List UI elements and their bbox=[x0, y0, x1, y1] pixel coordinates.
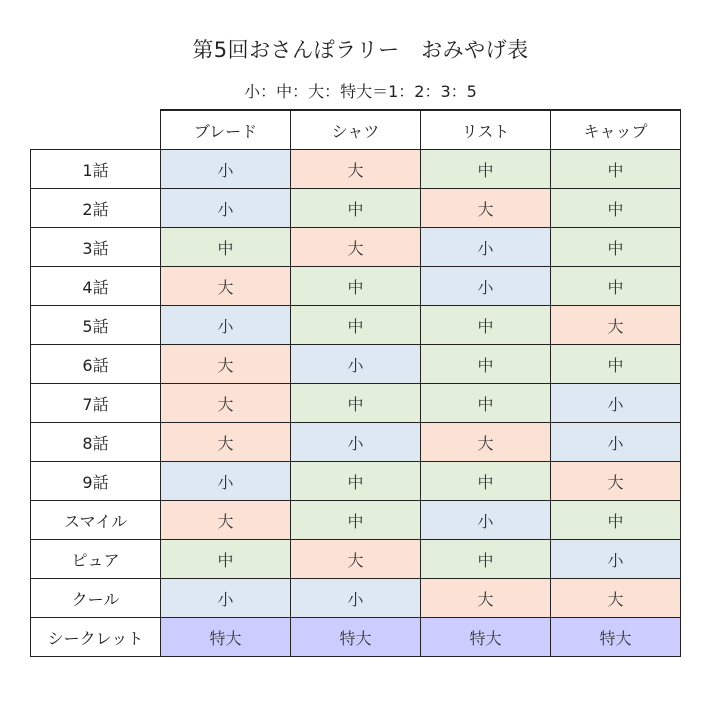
row-label: 6話 bbox=[31, 345, 161, 384]
size-cell: 大 bbox=[291, 150, 421, 189]
table-row bbox=[31, 345, 681, 384]
column-header-blade: ブレード bbox=[161, 110, 291, 150]
size-cell: 小 bbox=[551, 540, 681, 579]
table-row bbox=[31, 228, 681, 267]
size-cell: 中 bbox=[551, 267, 681, 306]
size-cell: 小 bbox=[421, 228, 551, 267]
size-cell: 中 bbox=[421, 345, 551, 384]
row-label: クール bbox=[31, 579, 161, 618]
page-title: 第5回おさんぽラリー おみやげ表 bbox=[192, 38, 529, 62]
row-label: スマイル bbox=[31, 501, 161, 540]
table-row bbox=[31, 579, 681, 618]
size-cell: 中 bbox=[161, 228, 291, 267]
size-cell: 特大 bbox=[421, 618, 551, 657]
size-cell: 小 bbox=[161, 579, 291, 618]
table-header-row bbox=[31, 110, 681, 150]
size-cell: 大 bbox=[161, 501, 291, 540]
table-row bbox=[31, 540, 681, 579]
row-label: 1話 bbox=[31, 150, 161, 189]
size-cell: 大 bbox=[421, 423, 551, 462]
size-cell: 中 bbox=[161, 540, 291, 579]
size-cell: 特大 bbox=[551, 618, 681, 657]
size-cell: 大 bbox=[161, 423, 291, 462]
size-cell: 中 bbox=[291, 462, 421, 501]
row-label: 2話 bbox=[31, 189, 161, 228]
table-corner bbox=[31, 110, 161, 150]
size-cell: 小 bbox=[291, 423, 421, 462]
size-cell: 中 bbox=[291, 267, 421, 306]
column-header-shirt: シャツ bbox=[291, 110, 421, 150]
size-cell: 中 bbox=[551, 228, 681, 267]
column-header-wrist: リスト bbox=[421, 110, 551, 150]
size-cell: 小 bbox=[421, 501, 551, 540]
size-cell: 中 bbox=[421, 384, 551, 423]
size-cell: 小 bbox=[291, 345, 421, 384]
table-row bbox=[31, 384, 681, 423]
row-label: 5話 bbox=[31, 306, 161, 345]
souvenir-table bbox=[30, 109, 681, 657]
row-label: 9話 bbox=[31, 462, 161, 501]
row-label: シークレット bbox=[31, 618, 161, 657]
size-cell: 特大 bbox=[291, 618, 421, 657]
size-cell: 大 bbox=[291, 540, 421, 579]
column-header-cap: キャップ bbox=[551, 110, 681, 150]
table-row bbox=[31, 423, 681, 462]
table-row bbox=[31, 618, 681, 657]
table-row bbox=[31, 267, 681, 306]
table-row bbox=[31, 501, 681, 540]
size-cell: 中 bbox=[551, 150, 681, 189]
size-cell: 大 bbox=[161, 267, 291, 306]
size-cell: 中 bbox=[291, 306, 421, 345]
size-cell: 小 bbox=[161, 150, 291, 189]
size-cell: 中 bbox=[421, 306, 551, 345]
size-cell: 小 bbox=[291, 579, 421, 618]
table-row bbox=[31, 462, 681, 501]
size-cell: 小 bbox=[551, 423, 681, 462]
size-cell: 大 bbox=[551, 579, 681, 618]
size-cell: 小 bbox=[421, 267, 551, 306]
size-cell: 大 bbox=[161, 345, 291, 384]
size-cell: 中 bbox=[421, 540, 551, 579]
size-cell: 中 bbox=[291, 189, 421, 228]
size-cell: 中 bbox=[551, 345, 681, 384]
table-body bbox=[31, 150, 681, 657]
table-row bbox=[31, 306, 681, 345]
size-cell: 中 bbox=[551, 501, 681, 540]
row-label: ピュア bbox=[31, 540, 161, 579]
row-label: 8話 bbox=[31, 423, 161, 462]
size-cell: 中 bbox=[421, 462, 551, 501]
row-label: 7話 bbox=[31, 384, 161, 423]
size-cell: 大 bbox=[291, 228, 421, 267]
size-cell: 中 bbox=[291, 501, 421, 540]
row-label: 3話 bbox=[31, 228, 161, 267]
size-cell: 特大 bbox=[161, 618, 291, 657]
table-row bbox=[31, 150, 681, 189]
size-cell: 大 bbox=[551, 306, 681, 345]
size-ratio-note: 小：中：大：特大＝1：2：3：5 bbox=[244, 82, 477, 101]
size-cell: 大 bbox=[551, 462, 681, 501]
size-cell: 中 bbox=[421, 150, 551, 189]
size-cell: 小 bbox=[551, 384, 681, 423]
size-cell: 中 bbox=[551, 189, 681, 228]
size-cell: 大 bbox=[421, 579, 551, 618]
table-row bbox=[31, 189, 681, 228]
size-cell: 中 bbox=[291, 384, 421, 423]
size-cell: 小 bbox=[161, 189, 291, 228]
size-cell: 小 bbox=[161, 462, 291, 501]
size-cell: 大 bbox=[421, 189, 551, 228]
size-cell: 小 bbox=[161, 306, 291, 345]
row-label: 4話 bbox=[31, 267, 161, 306]
size-cell: 大 bbox=[161, 384, 291, 423]
